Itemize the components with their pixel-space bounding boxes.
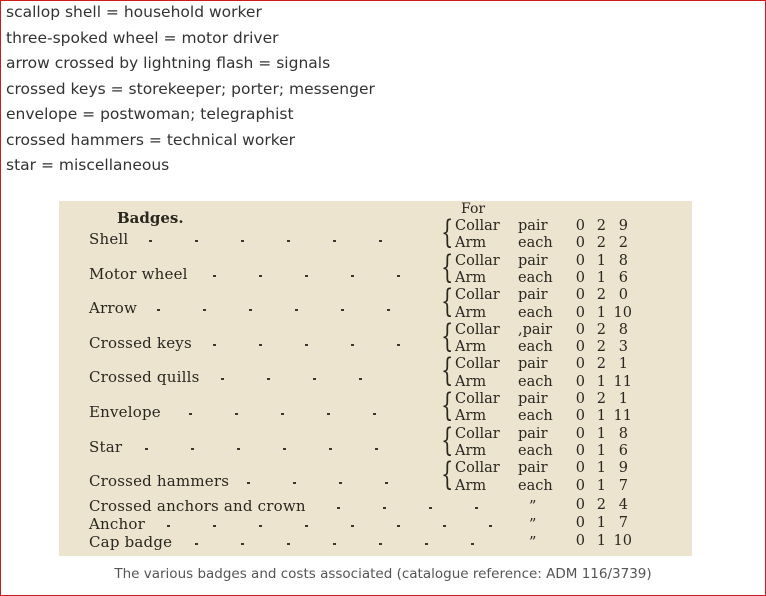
leader-dash (145, 448, 148, 450)
leader-dash (213, 525, 216, 527)
brace-glyph: { (441, 386, 454, 424)
leader-dash (383, 507, 386, 509)
unit-label: pair (518, 287, 548, 304)
price-value: 9 (618, 218, 628, 234)
legend-line: scallop shell = household worker (6, 3, 262, 21)
price-value: 11 (613, 373, 632, 390)
leader-dash (337, 507, 340, 509)
leader-dash (195, 543, 198, 545)
leader-dash (397, 275, 400, 277)
attachment-type: Arm (455, 408, 487, 425)
price-value: 2 (596, 339, 606, 356)
leader-dash (157, 309, 160, 311)
legend-line: crossed hammers = technical worker (6, 131, 296, 149)
price-value: 0 (575, 269, 585, 286)
leader-dash (351, 344, 354, 346)
leader-dash (283, 448, 286, 450)
price-value: 2 (618, 235, 628, 252)
leader-dash (379, 240, 382, 242)
attachment-type: Arm (455, 373, 487, 390)
badge-name: Motor wheel (89, 264, 188, 283)
leader-dash (259, 525, 262, 527)
price-value: 10 (613, 533, 632, 549)
price-value: 0 (575, 515, 585, 531)
badge-name: Anchor (89, 515, 145, 533)
badge-name: Star (89, 437, 123, 456)
leader-dash (295, 309, 298, 311)
unit-label: pair (518, 252, 548, 269)
leader-dash (375, 448, 378, 450)
price-value: 11 (613, 408, 632, 425)
price-value: 0 (575, 391, 585, 407)
price-value: 0 (575, 356, 585, 373)
leader-dash (241, 240, 244, 242)
price-value: 1 (596, 460, 606, 477)
unit-label: pair (518, 218, 548, 234)
price-value: 1 (596, 252, 606, 269)
leader-dash (249, 309, 252, 311)
price-value: 0 (575, 408, 585, 425)
price-value: 7 (618, 477, 628, 494)
price-value: 1 (596, 442, 606, 459)
unit-label: each (518, 373, 553, 390)
price-value: 0 (575, 442, 585, 459)
brace-glyph: { (441, 213, 454, 251)
price-value: 0 (575, 287, 585, 304)
unit-label: each (518, 408, 553, 425)
leader-dash (425, 543, 428, 545)
price-value: 1 (596, 425, 606, 442)
price-value: 0 (575, 321, 585, 338)
leader-dash (397, 344, 400, 346)
price-value: 4 (618, 497, 628, 513)
unit-label: each (518, 235, 553, 252)
attachment-type: Arm (455, 304, 487, 321)
catalogue-scan-image (59, 201, 692, 556)
leader-dash (329, 448, 332, 450)
leader-dash (167, 525, 170, 527)
leader-dash (149, 240, 152, 242)
leader-dash (305, 525, 308, 527)
price-value: 3 (618, 339, 628, 356)
leader-dash (443, 525, 446, 527)
price-value: 0 (575, 425, 585, 442)
scan-heading: Badges. (117, 209, 184, 227)
attachment-type: Arm (455, 477, 487, 494)
leader-dash (489, 525, 492, 527)
badge-name: Crossed quills (89, 368, 200, 387)
price-value: 1 (596, 408, 606, 425)
leader-dash (387, 309, 390, 311)
image-caption: The various badges and costs associated (catalogue reference: ADM 116/3739) (114, 566, 652, 582)
attachment-type: Collar (455, 252, 500, 269)
leader-dash (287, 240, 290, 242)
leader-dash (203, 309, 206, 311)
leader-dash (341, 309, 344, 311)
leader-dash (213, 344, 216, 346)
leader-dash (359, 378, 362, 380)
leader-dash (241, 543, 244, 545)
badge-name: Crossed hammers (89, 472, 230, 491)
leader-dash (191, 448, 194, 450)
price-value: 8 (618, 321, 628, 338)
price-value: 6 (618, 442, 628, 459)
legend-line: crossed keys = storekeeper; porter; messenger (6, 80, 375, 98)
attachment-type: Collar (455, 287, 500, 304)
leader-dash (189, 413, 192, 415)
leader-dash (339, 482, 342, 484)
price-value: 0 (575, 218, 585, 234)
price-value: 0 (618, 287, 628, 304)
leader-dash (305, 275, 308, 277)
scan-for-label: For (461, 201, 486, 217)
price-value: 2 (596, 218, 606, 234)
price-value: 0 (575, 252, 585, 269)
attachment-type: Arm (455, 235, 487, 252)
price-value: 0 (575, 533, 585, 549)
price-value: 8 (618, 425, 628, 442)
brace-glyph: { (441, 282, 454, 321)
leader-dash (221, 378, 224, 380)
legend-line: three-spoked wheel = motor driver (6, 29, 279, 47)
attachment-type: Collar (455, 356, 500, 373)
leader-dash (385, 482, 388, 484)
brace-glyph: { (441, 455, 454, 494)
leader-dash (397, 525, 400, 527)
leader-dash (259, 344, 262, 346)
price-value: 0 (575, 235, 585, 252)
leader-dash (373, 413, 376, 415)
price-value: 1 (596, 515, 606, 531)
price-value: 1 (596, 304, 606, 321)
leader-dash (259, 275, 262, 277)
unit-label: pair (518, 425, 548, 442)
price-value: 9 (618, 460, 628, 477)
price-value: 1 (596, 373, 606, 390)
badge-name: Cap badge (89, 533, 173, 551)
price-value: 1 (596, 477, 606, 494)
price-value: 2 (596, 287, 606, 304)
legend-line: star = miscellaneous (6, 156, 170, 174)
attachment-type: Collar (455, 321, 500, 338)
leader-dash (247, 482, 250, 484)
price-value: 0 (575, 339, 585, 356)
attachment-type: Collar (455, 218, 500, 234)
brace-glyph: { (441, 420, 454, 459)
leader-dash (471, 543, 474, 545)
attachment-type: Arm (455, 269, 487, 286)
leader-dash (195, 240, 198, 242)
unit-label: each (518, 304, 553, 321)
price-value: 2 (596, 497, 606, 513)
leader-dash (313, 378, 316, 380)
price-value: 1 (596, 269, 606, 286)
attachment-type: Collar (455, 425, 500, 442)
leader-dash (379, 543, 382, 545)
badge-name: Arrow (89, 299, 138, 318)
leader-dash (293, 482, 296, 484)
price-value: 1 (618, 356, 628, 373)
leader-dash (351, 525, 354, 527)
price-value: 1 (618, 391, 628, 407)
price-value: 8 (618, 252, 628, 269)
attachment-type: Collar (455, 391, 500, 407)
unit-label: ,pair (518, 321, 553, 338)
price-value: 2 (596, 235, 606, 252)
price-value: 0 (575, 477, 585, 494)
badge-name: Envelope (89, 403, 161, 421)
unit-label: each (518, 477, 553, 494)
attachment-type: Collar (455, 460, 500, 477)
leader-dash (213, 275, 216, 277)
price-value: 2 (596, 391, 606, 407)
price-value: 2 (596, 321, 606, 338)
leader-dash (333, 240, 336, 242)
unit-label: pair (518, 391, 548, 407)
unit-label: each (518, 442, 553, 459)
price-value: 7 (618, 515, 628, 531)
badge-name: Crossed anchors and crown (89, 497, 306, 515)
brace-glyph: { (441, 316, 454, 355)
legend-line: envelope = postwoman; telegraphist (6, 105, 294, 123)
brace-glyph: { (441, 247, 454, 286)
leader-dash (305, 344, 308, 346)
brace-glyph: { (441, 351, 454, 390)
ditto-mark: ” (529, 499, 537, 515)
attachment-type: Arm (455, 339, 487, 356)
price-value: 0 (575, 373, 585, 390)
leader-dash (287, 543, 290, 545)
price-value: 10 (613, 304, 632, 321)
leader-dash (235, 413, 238, 415)
leader-dash (267, 378, 270, 380)
leader-dash (333, 543, 336, 545)
ditto-mark: ” (529, 535, 537, 551)
leader-dash (327, 413, 330, 415)
leader-dash (237, 448, 240, 450)
legend-line: arrow crossed by lightning flash = signals (6, 54, 331, 72)
price-value: 6 (618, 269, 628, 286)
leader-dash (429, 507, 432, 509)
unit-label: each (518, 339, 553, 356)
leader-dash (281, 413, 284, 415)
price-value: 0 (575, 460, 585, 477)
leader-dash (475, 507, 478, 509)
badge-name: Crossed keys (89, 333, 192, 352)
unit-label: each (518, 269, 553, 286)
price-value: 0 (575, 497, 585, 513)
attachment-type: Arm (455, 442, 487, 459)
price-value: 2 (596, 356, 606, 373)
unit-label: pair (518, 460, 548, 477)
ditto-mark: ” (529, 517, 537, 533)
price-value: 0 (575, 304, 585, 321)
leader-dash (351, 275, 354, 277)
price-value: 1 (596, 533, 606, 549)
unit-label: pair (518, 356, 548, 373)
badge-name: Shell (89, 230, 129, 248)
